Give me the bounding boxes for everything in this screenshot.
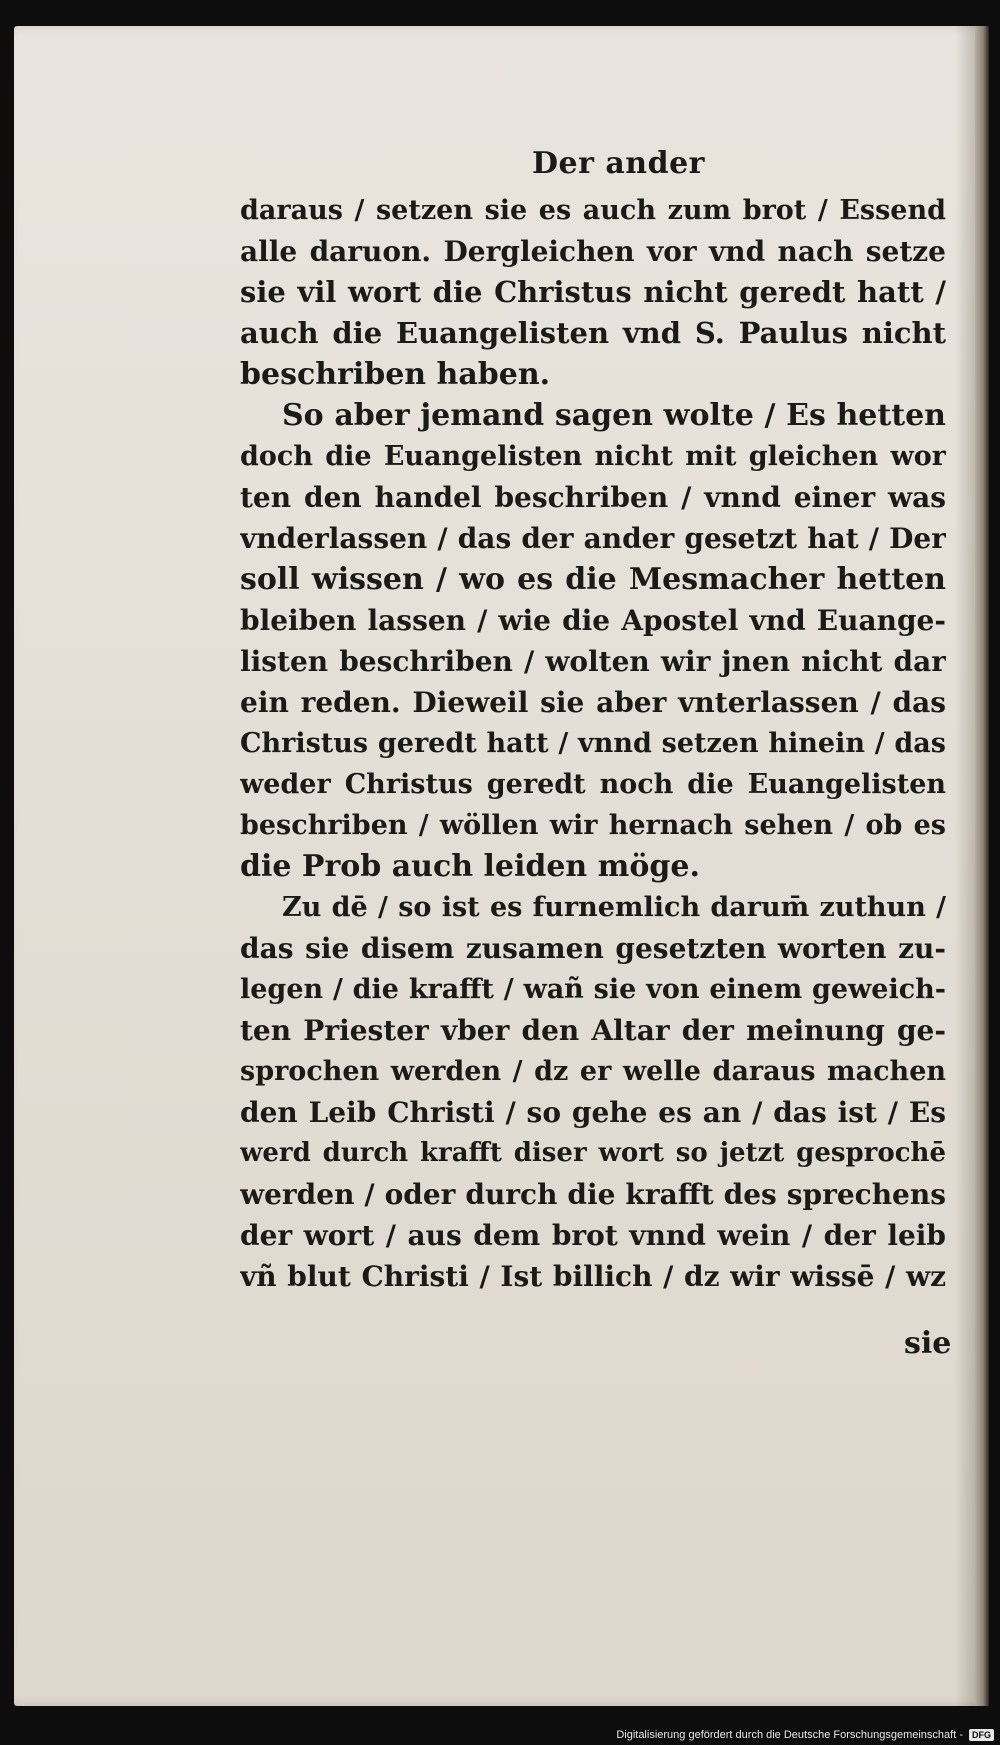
text-line: beschriben / wöllen wir hernach sehen / ob es [240,810,946,841]
text-line: der wort / aus dem brot vnnd wein / der leib [240,1219,946,1252]
text-line: legen / die krafft / wañ sie von einem geweich- [240,974,946,1005]
text-line: listen beschriben / wolten wir jnen nicht dar [240,645,946,678]
text-line: bleiben lassen / wie die Apostel vnd Euange- [240,604,946,637]
running-header: Der ander [532,146,705,181]
text-line: das sie disem zusamen gesetzten worten zu- [240,932,946,965]
digitization-credit [616,1729,994,1741]
text-line: werd durch krafft diser wort so jetzt gesprochē [240,1138,946,1168]
text-line: sprochen werden / dz er welle daraus machen [240,1056,946,1087]
text-line: werden / oder durch die krafft des sprechens [240,1178,946,1211]
text-line: den Leib Christi / so gehe es an / das ist / Es [240,1096,946,1129]
text-line: weder Christus geredt noch die Euangelisten [240,769,946,800]
text-line: soll wissen / wo es die Mesmacher hetten [240,562,946,597]
dfg-logo: DFG [969,1729,994,1741]
text-line: Christus geredt hatt / vnnd setzen hinein / das [240,728,946,759]
text-line: alle daruon. Dergleichen vor vnd nach setze [240,235,946,268]
catchword: sie [904,1326,952,1361]
body-text [240,190,946,1297]
text-line: So aber jemand sagen wolte / Es hetten [282,398,946,433]
text-line: Zu dē / so ist es furnemlich darum̄ zuthun / [282,892,946,923]
text-line: daraus / setzen sie es auch zum brot / Essend [240,195,946,226]
text-line: vñ blut Christi / Ist billich / dz wir wissē / wz [240,1260,946,1293]
text-line: vnderlassen / das der ander gesetzt hat / Der [240,522,946,555]
text-line: die Prob auch leiden möge. [240,849,700,884]
book-spine [975,26,989,1706]
text-line: auch die Euangelisten vnd S. Paulus nicht [240,316,946,350]
text-line: ein reden. Dieweil sie aber vnterlassen / das [240,686,946,719]
text-line: ten Priester vber den Altar der meinung ge- [240,1014,946,1047]
page-edge-shadow [955,26,975,1706]
text-line: beschriben haben. [240,357,551,392]
text-line: sie vil wort die Christus nicht geredt hatt / [240,275,946,309]
text-line: ten den handel beschriben / vnnd einer was [240,481,946,514]
credit-text: Digitalisierung gefördert durch die Deutsche Forschungsgemeinschaft - [616,1729,963,1741]
text-line: doch die Euangelisten nicht mit gleichen wor [240,441,946,472]
